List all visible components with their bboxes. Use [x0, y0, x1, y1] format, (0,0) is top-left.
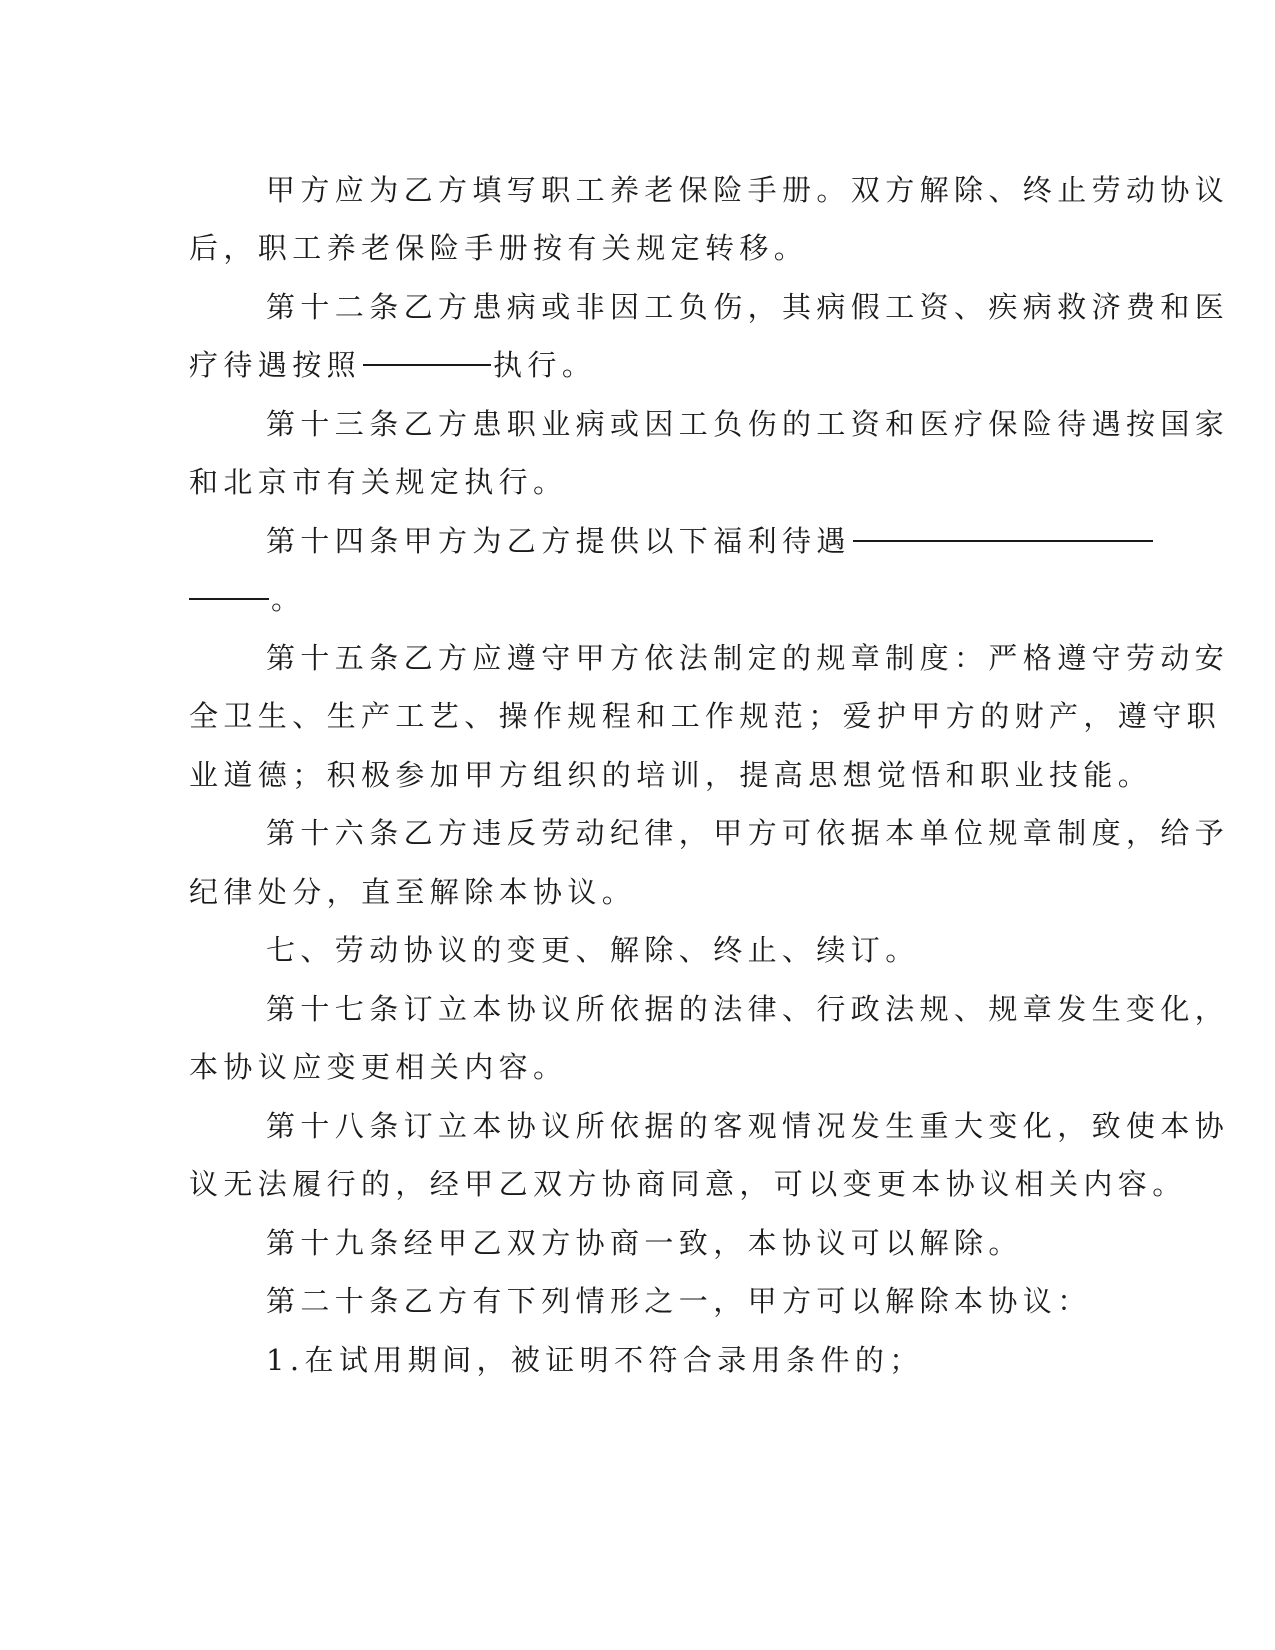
paragraph-line: 本协议应变更相关内容。 [189, 1050, 568, 1084]
paragraph-line: 全卫生、生产工艺、操作规程和工作规范；爱护甲方的财产，遵守职 [189, 699, 1222, 733]
paragraph-text: 第十四条甲方为乙方提供以下福利待遇 [266, 524, 851, 558]
paragraph-line [189, 579, 1079, 619]
paragraph-line: 纪律处分，直至解除本协议。 [189, 875, 637, 909]
paragraph-line: 甲方应为乙方填写职工养老保险手册。双方解除、终止劳动协议 [266, 173, 1230, 207]
fill-in-blank [853, 540, 1153, 542]
paragraph-line: 后，职工养老保险手册按有关规定转移。 [189, 231, 809, 265]
fill-in-blank [189, 598, 269, 600]
paragraph-line: 和北京市有关规定执行。 [189, 465, 568, 499]
paragraph-line: 业道德；积极参加甲方组织的培训，提高思想觉悟和职业技能。 [189, 758, 1153, 792]
paragraph-line: 第十三条乙方患职业病或因工负伤的工资和医疗保险待遇按国家 [266, 407, 1230, 441]
paragraph-text: 疗待遇按照 [189, 348, 362, 382]
paragraph-line: 第二十条乙方有下列情形之一，甲方可以解除本协议： [266, 1284, 1092, 1318]
paragraph-line: 第十五条乙方应遵守甲方依法制定的规章制度：严格遵守劳动安 [266, 641, 1230, 675]
fill-in-blank [363, 364, 491, 366]
paragraph-text: 。 [271, 582, 306, 616]
paragraph-line: 第十八条订立本协议所依据的客观情况发生重大变化，致使本协 [266, 1109, 1230, 1143]
paragraph-line: 第十七条订立本协议所依据的法律、行政法规、规章发生变化， [266, 992, 1230, 1026]
paragraph-line: 第十六条乙方违反劳动纪律，甲方可依据本单位规章制度，给予 [266, 816, 1230, 850]
paragraph-text: 执行。 [493, 348, 597, 382]
paragraph-line: 议无法履行的，经甲乙双方协商同意，可以变更本协议相关内容。 [189, 1167, 1187, 1201]
paragraph-line [266, 521, 1079, 561]
paragraph-line [189, 345, 1079, 385]
paragraph-line: 第十二条乙方患病或非因工负伤，其病假工资、疾病救济费和医 [266, 290, 1230, 324]
section-heading: 七、劳动协议的变更、解除、终止、续订。 [266, 933, 920, 967]
paragraph-line: 第十九条经甲乙双方协商一致，本协议可以解除。 [266, 1226, 1023, 1260]
list-item: 1.在试用期间，被证明不符合录用条件的； [266, 1343, 924, 1377]
